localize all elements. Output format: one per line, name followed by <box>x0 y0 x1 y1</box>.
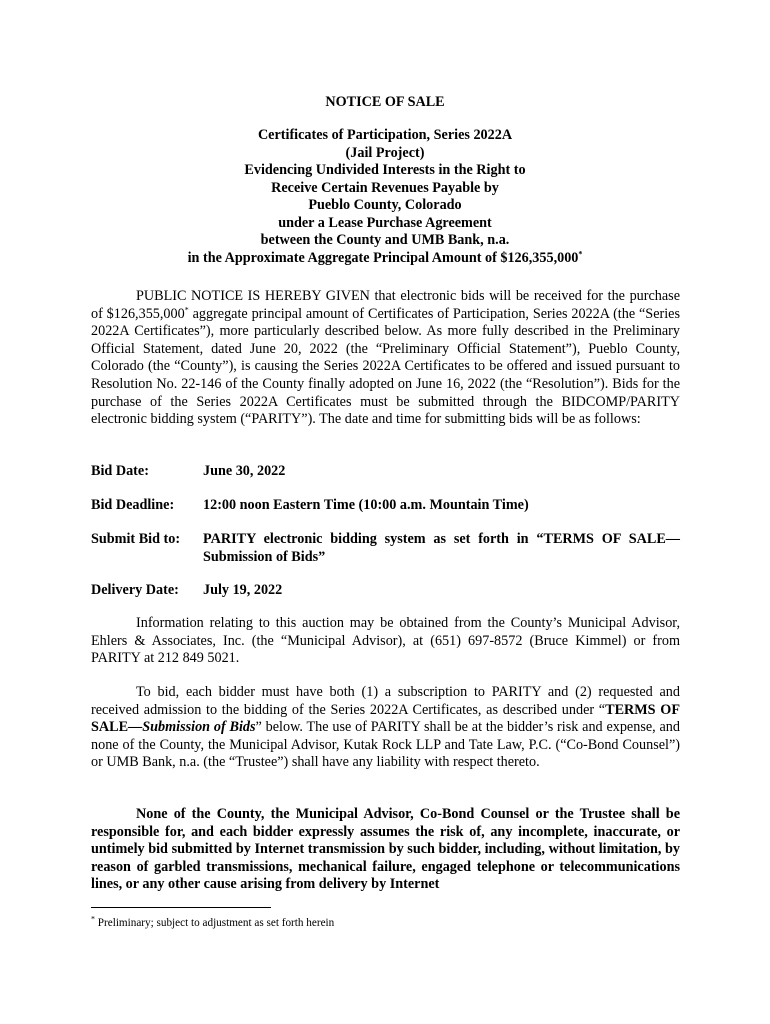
term-value: PARITY electronic bidding system as set forth in “TERMS OF SALE—Submission of Bids” <box>203 531 680 565</box>
heading-line: under a Lease Purchase Agreement <box>278 214 492 231</box>
paragraph-bold-text: TERMS OF SALE— <box>91 701 680 736</box>
heading-line: between the County and UMB Bank, n.a. <box>260 232 510 248</box>
footnote-marker: * <box>184 304 189 314</box>
term-label: Bid Date: <box>91 463 149 479</box>
paragraph-bold-italic-text: Submission of Bids <box>142 719 256 736</box>
footnote-marker: * <box>91 914 95 924</box>
heading-line: (Jail Project) <box>345 144 425 161</box>
heading-amount-text: in the Approximate Aggregate Principal Amount of $126,355,000 <box>187 249 579 266</box>
footnote-text: Preliminary; subject to adjustment as set forth herein <box>97 917 335 929</box>
paragraph-public-notice <box>91 288 680 429</box>
heading-line: Receive Certain Revenues Payable by <box>271 179 499 196</box>
heading-line: Pueblo County, Colorado <box>308 197 462 213</box>
footnote-divider <box>91 907 271 908</box>
paragraph-text: ” below. The use of PARITY shall be at the bidder’s risk and expense, and none of the County, the Municipal Advisor, Kutak Rock LLP and Tate Law, P.C. (“Co-Bond Counsel”) or UMB Bank, n.a. (the “Trustee”) shall have any liability with respect thereto. <box>91 719 680 771</box>
heading-line-amount <box>0 250 770 268</box>
paragraph-to-bid <box>91 684 680 772</box>
document-title: NOTICE OF SALE <box>325 94 445 110</box>
paragraph-text: To bid, each bidder must have both (1) a subscription to PARITY and (2) requested and received admission to the bidding of the Series 2022A Certificates, as described under “ <box>91 684 680 718</box>
term-value: 12:00 noon Eastern Time (10:00 a.m. Mountain Time) <box>203 497 529 513</box>
term-label: Submit Bid to: <box>91 531 181 547</box>
footnote <box>91 916 334 930</box>
term-label: Delivery Date: <box>91 582 179 598</box>
heading-line: Certificates of Participation, Series 2022A <box>257 127 513 143</box>
footnote-marker: * <box>578 248 583 258</box>
paragraph-text: aggregate principal amount of Certificates of Participation, Series 2022A (the “Series 2022A Certificates”), more particularly described below. As more fully described in the Preliminary Official Statement, dated June 20, 2022 (the “Preliminary Official Statement”), Pueblo County, Colorado (the “County”), is causing the Series 2022A Certificates to be offered and issued pursuant to Resolution No. 22-146 of the County finally adopted on June 16, 2022 (the “Resolution”). Bids for the purchase of the Series 2022A Certificates must be submitted through the BIDCOMP/PARITY electronic bidding system (“PARITY”). The date and time for submitting bids will be as follows: <box>91 305 680 428</box>
paragraph-text: PUBLIC NOTICE IS HEREBY GIVEN that electronic bids will be received for the purchase of $126,355,000 <box>91 288 680 322</box>
paragraph-liability: None of the County, the Municipal Advisor, Co-Bond Counsel or the Trustee shall be responsible for, and each bidder expressly assumes the risk of, any incomplete, inaccurate, or untimely bid submitted by Internet transmission by such bidder, including, without limitation, by reason of garbled transmissions, mechanical failure, engaged telephone or telecommunications lines, or any other cause arising from delivery by Internet <box>91 806 680 893</box>
term-value: July 19, 2022 <box>203 582 283 598</box>
heading-line: Evidencing Undivided Interests in the Right to <box>244 162 526 178</box>
term-value: June 30, 2022 <box>203 463 286 479</box>
term-label: Bid Deadline: <box>91 497 175 513</box>
document-heading <box>0 127 770 267</box>
paragraph-information: Information relating to this auction may be obtained from the County’s Municipal Advisor, Ehlers & Associates, Inc. (the “Municipal Advisor), at (651) 697-8572 (Bruce Kimmel) or from PARITY at 212 849 5021. <box>91 615 680 667</box>
